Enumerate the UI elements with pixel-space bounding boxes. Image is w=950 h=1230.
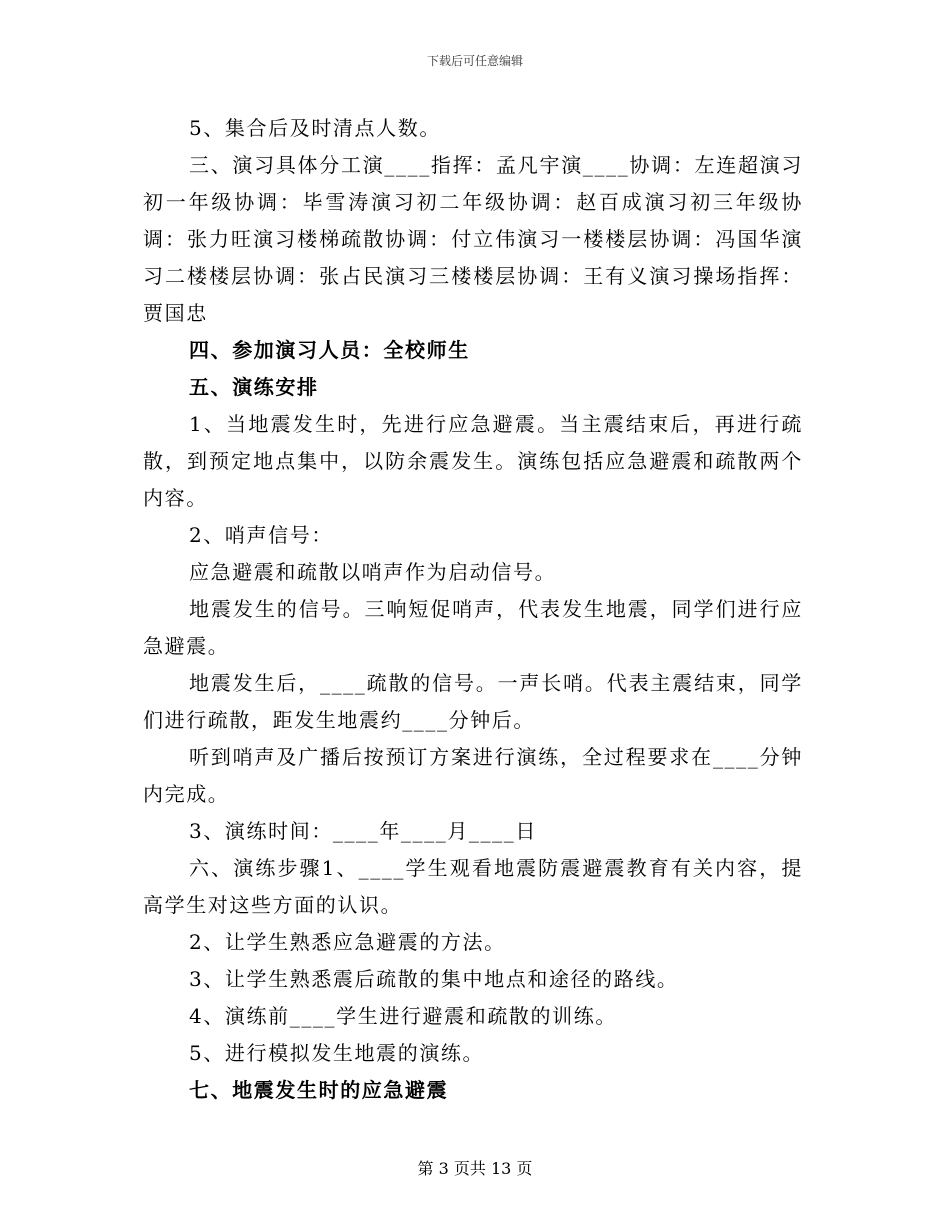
paragraph: 2、让学生熟悉应急避震的方法。: [189, 930, 506, 954]
paragraph: 听到哨声及广播后按预订方案进行演练，全过程要求在____分钟内完成。: [143, 745, 803, 806]
paragraph: 应急避震和疏散以哨声作为启动信号。: [189, 560, 557, 584]
paragraph: 地震发生后，____疏散的信号。一声长哨。代表主震结束，同学们进行疏散，距发生地震约____分钟后。: [143, 671, 803, 732]
paragraph: 5、集合后及时清点人数。: [189, 116, 441, 140]
paragraph: 3、让学生熟悉震后疏散的集中地点和途径的路线。: [189, 967, 679, 991]
page-header: 下载后可任意编辑: [426, 54, 523, 68]
paragraph: 4、演练前____学生进行避震和疏散的训练。: [189, 1004, 617, 1028]
paragraph: 五、演练安排: [189, 375, 319, 399]
document-body: [143, 110, 803, 1109]
page-footer: 第 3 页共 13 页: [417, 1159, 533, 1178]
paragraph: 5、进行模拟发生地震的演练。: [189, 1041, 485, 1065]
paragraph: 六、演练步骤1、____学生观看地震防震避震教育有关内容，提高学生对这些方面的认识。: [143, 856, 803, 917]
paragraph: 2、哨声信号：: [189, 523, 333, 547]
paragraph: 3、演练时间：____年____月____日: [189, 819, 537, 843]
paragraph: 1、当地震发生时，先进行应急避震。当主震结束后，再进行疏散，到预定地点集中，以防余震发生。演练包括应急避震和疏散两个内容。: [143, 412, 803, 510]
paragraph: 七、地震发生时的应急避震: [189, 1078, 449, 1102]
paragraph: 三、演习具体分工演____指挥：孟凡宇演____协调：左连超演习初一年级协调：毕雪涛演习初二年级协调：赵百成演习初三年级协调：张力旺演习楼梯疏散协调：付立伟演习一楼楼层协调：冯国华演习二楼楼层协调：张占民演习三楼楼层协调：王有义演习操场指挥：贾国忠: [143, 153, 803, 325]
paragraph: 地震发生的信号。三响短促哨声，代表发生地震，同学们进行应急避震。: [143, 597, 803, 658]
paragraph: 四、参加演习人员：全校师生: [189, 338, 470, 362]
